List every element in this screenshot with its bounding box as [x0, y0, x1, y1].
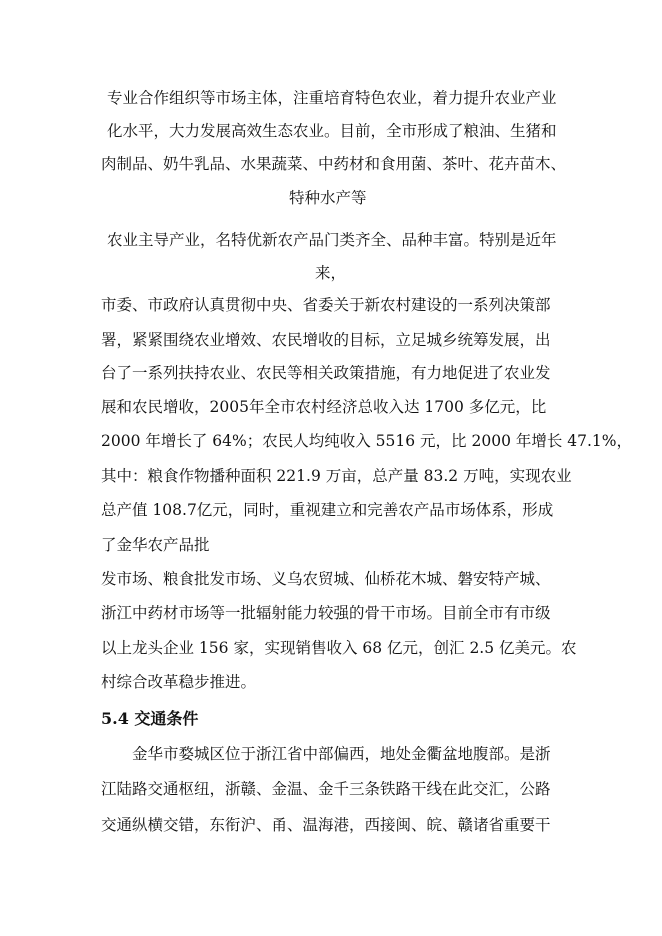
paragraph-line: 市委、市政府认真贯彻中央、省委关于新农村建设的一系列决策部 — [101, 296, 551, 314]
paragraph-line: 肉制品、奶牛乳品、水果蔬菜、中药材和食用菌、茶叶、花卉苗木、 — [101, 155, 567, 173]
paragraph-line: 其中：粮食作物播种面积 221.9 万亩，总产量 83.2 万吨，实现农业 — [101, 467, 572, 485]
section-line: 交通纵横交错，东衔沪、甬、温海港，西接闽、皖、赣诸省重要干 — [101, 816, 551, 834]
paragraph-line: 农业主导产业，名特优新农产品门类齐全、品种丰富。特别是近年 — [107, 231, 557, 249]
paragraph-line: 发市场、粮食批发市场、义乌农贸城、仙桥花木城、磐安特产城、 — [101, 570, 551, 588]
paragraph-line: 总产值 108.7亿元，同时，重视建立和完善农产品市场体系，形成 — [101, 501, 554, 519]
paragraph-line: 特种水产等 — [289, 189, 367, 207]
paragraph-line: 来， — [315, 264, 347, 282]
paragraph-line: 专业合作组织等市场主体，注重培育特色农业，着力提升农业产业 — [107, 89, 557, 107]
paragraph-line: 署，紧紧围绕农业增效、农民增收的目标，立足城乡统筹发展，出 — [101, 331, 551, 349]
paragraph-line: 了金华农产品批 — [101, 536, 210, 554]
paragraph-line: 化水平，大力发展高效生态农业。目前，全市形成了粮油、生猪和 — [107, 122, 557, 140]
paragraph-line: 以上龙头企业 156 家，实现销售收入 68 亿元，创汇 2.5 亿美元。农 — [101, 639, 577, 657]
paragraph-line: 台了一系列扶持农业、农民等相关政策措施，有力地促进了农业发 — [101, 364, 551, 382]
paragraph-line: 浙江中药材市场等一批辐射能力较强的骨干市场。目前全市有市级 — [101, 604, 551, 622]
section-line: 金华市婺城区位于浙江省中部偏西，地处金衢盆地腹部。是浙 — [132, 745, 551, 763]
paragraph-line: 展和农民增收，2005年全市农村经济总收入达 1700 多亿元，比 — [101, 398, 547, 416]
section-heading: 5.4 交通条件 — [101, 709, 199, 728]
section-line: 江陆路交通枢纽，浙赣、金温、金千三条铁路干线在此交汇，公路 — [101, 780, 551, 798]
paragraph-line: 2000 年增长了 64%；农民人均纯收入 5516 元，比 2000 年增长 47.1%， — [101, 432, 633, 450]
paragraph-line: 村综合改革稳步推进。 — [101, 673, 257, 691]
